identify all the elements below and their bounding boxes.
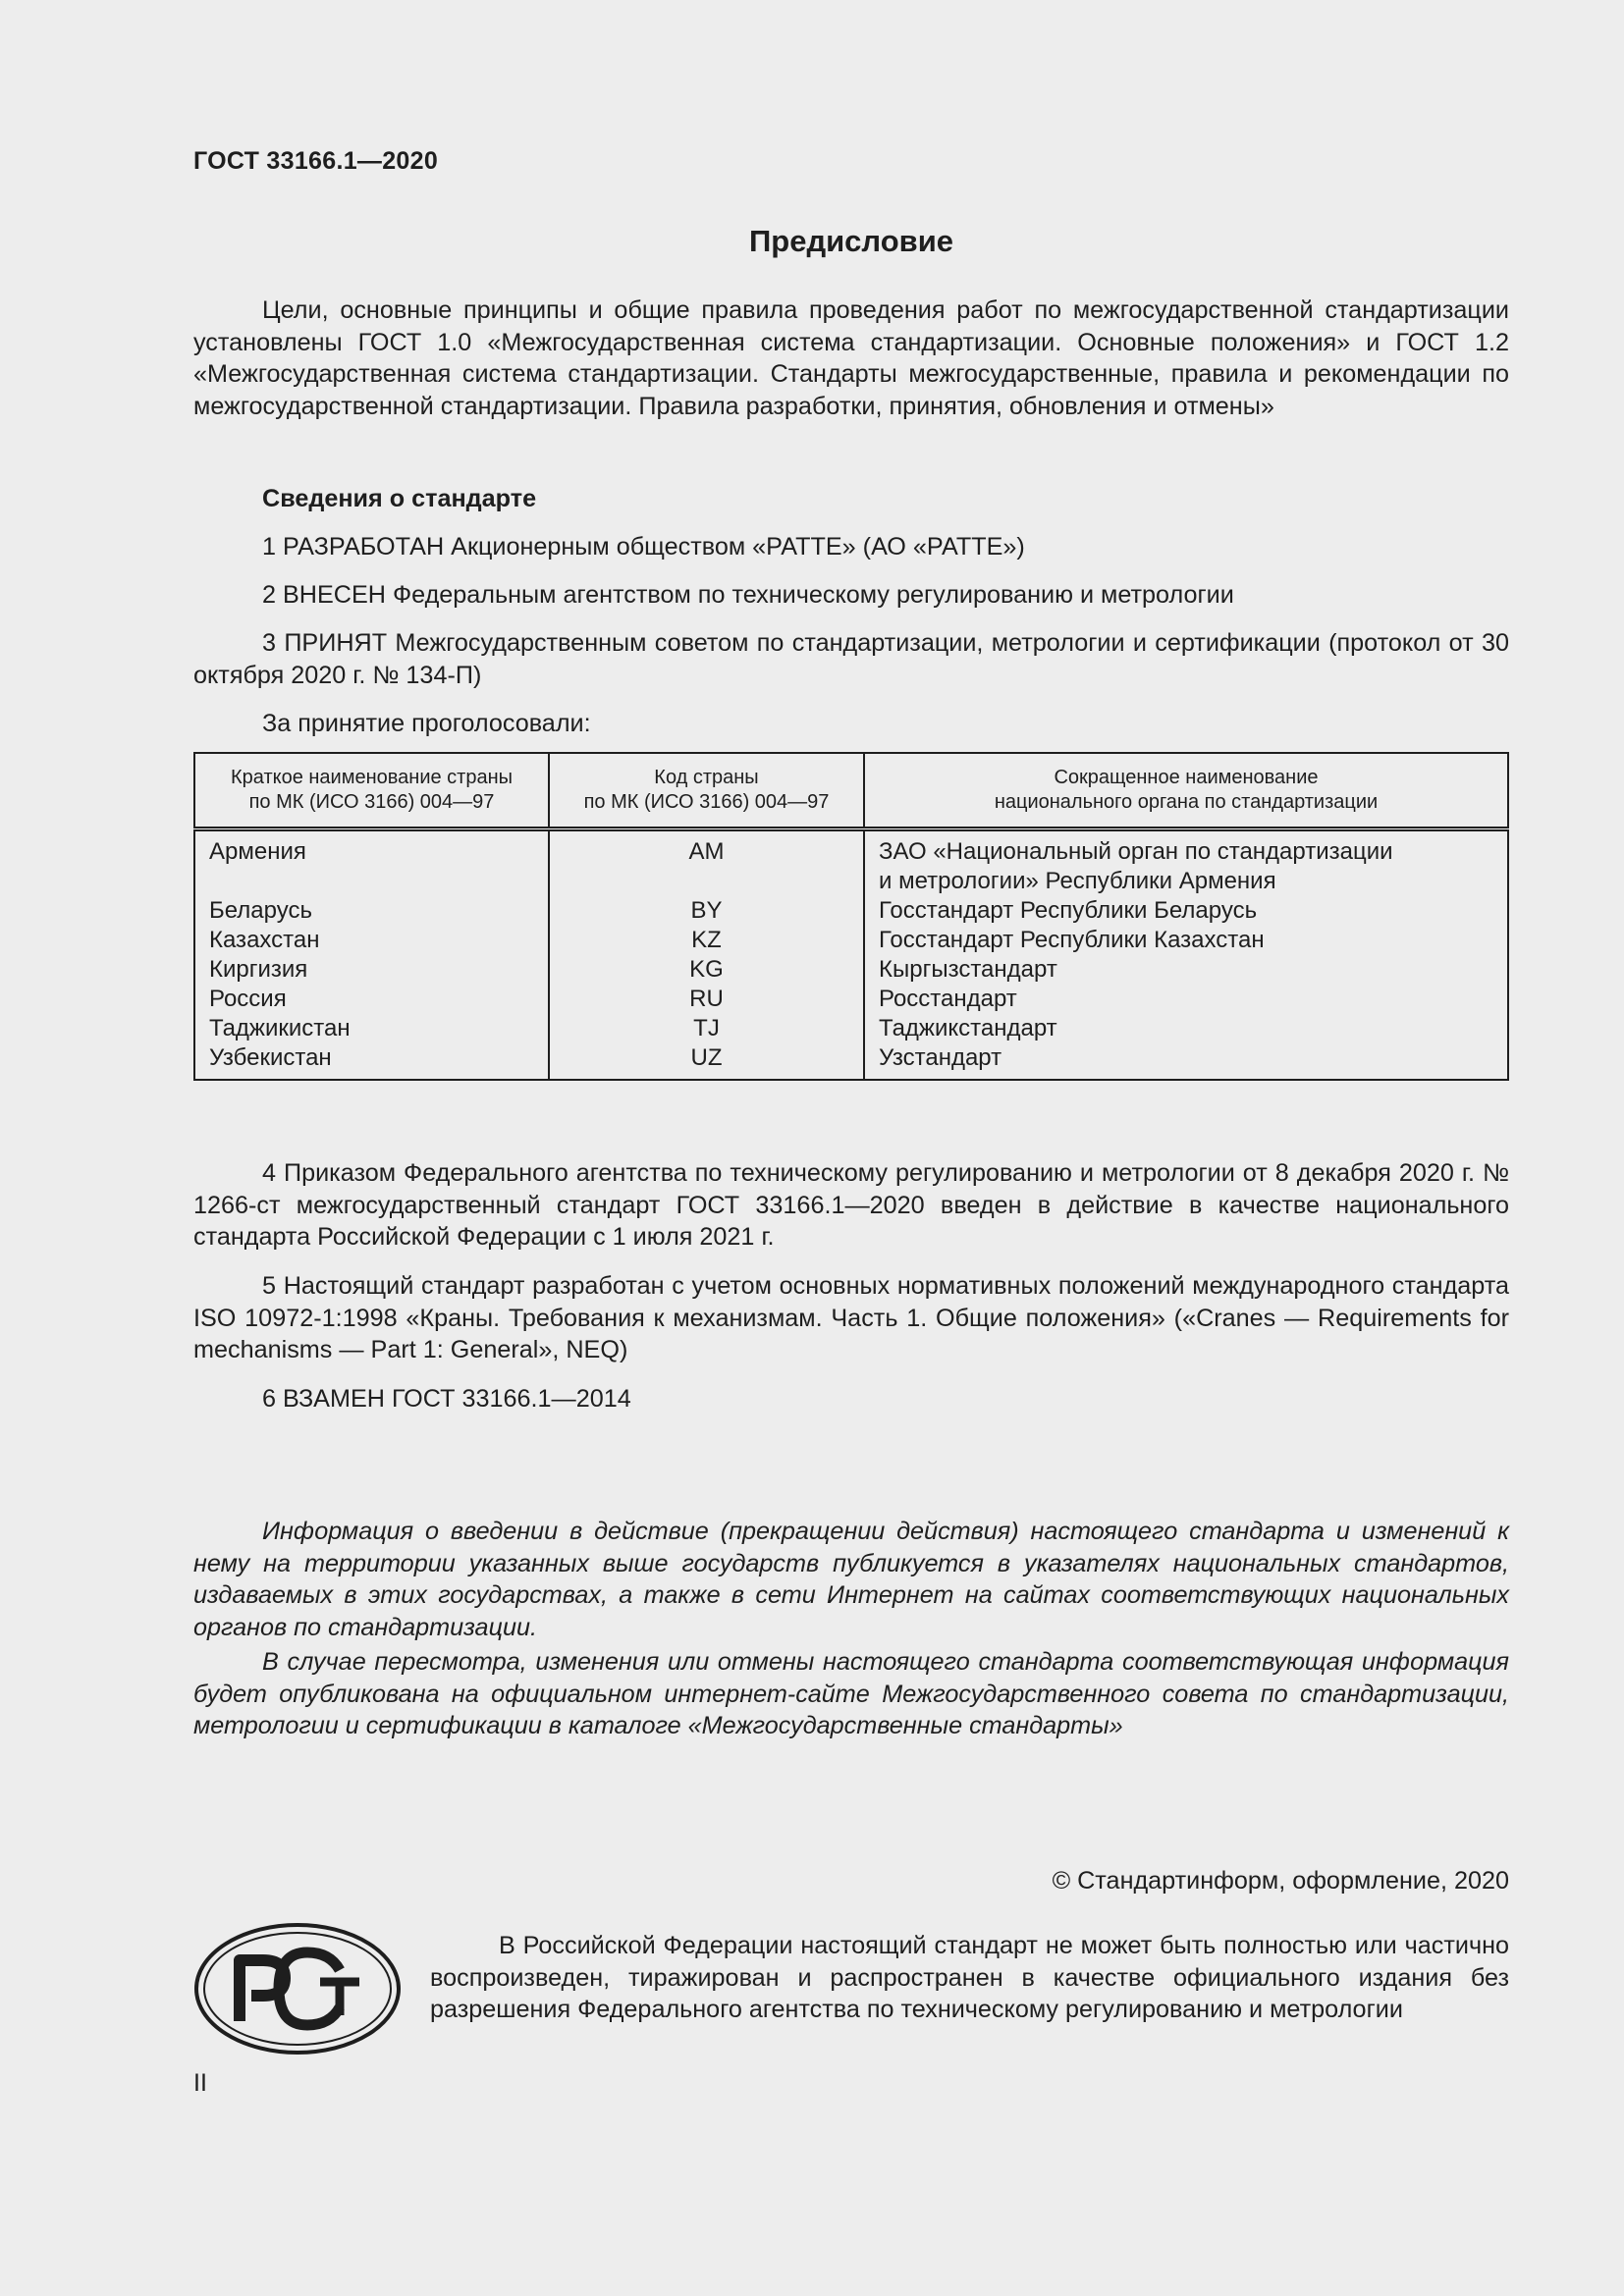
table-row: [194, 1043, 1508, 1080]
header-code: Код страны по МК (ИСО 3166) 004—97: [549, 753, 864, 829]
cell-body: Госстандарт Республики Казахстан: [864, 926, 1508, 955]
cell-code: RU: [549, 985, 864, 1014]
info-heading: Сведения о стандарте: [262, 485, 537, 512]
item-2: 2 ВНЕСЕН Федеральным агентством по техническому регулированию и метрологии: [262, 581, 1234, 609]
header-body: Сокращенное наименование национального органа по стандартизации: [864, 753, 1508, 829]
cell-country: Беларусь: [194, 896, 549, 926]
item-4: 4 Приказом Федерального агентства по техническому регулированию и метрологии от 8 декабря 2020 г. № 1266-ст межгосударственный стандарт ГОСТ 33166.1—2020 введен в действие в качестве национального стандарта Российской Федерации с 1 июля 2021 г.: [193, 1159, 1509, 1251]
info-italic-1: Информация о введении в действие (прекращении действия) настоящего стандарта и изменений к нему на территории указанных выше государств публикуется в указателях национальных стандартов, издаваемых в этих государствах, а также в сети Интернет на сайтах соответствующих национальных органов по стандартизации.: [193, 1518, 1509, 1641]
page-number: II: [193, 2069, 207, 2097]
cell-code: TJ: [549, 1014, 864, 1043]
cell-body: ЗАО «Национальный орган по стандартизации и метрологии» Республики Армения: [864, 829, 1508, 897]
cell-body: Кыргызстандарт: [864, 955, 1508, 985]
cell-body: Росстандарт: [864, 985, 1508, 1014]
cell-country: Таджикистан: [194, 1014, 549, 1043]
table-row: [194, 829, 1508, 897]
intro-paragraph: Цели, основные принципы и общие правила проведения работ по межгосударственной стандартизации установлены ГОСТ 1.0 «Межгосударственная система стандартизации. Основные положения» и ГОСТ 1.2 «Межгосударственная система стандартизации. Стандарты межгосударственные, правила и рекомендации по межгосударственной стандартизации. Правила разработки, принятия, обновления и отмены»: [193, 296, 1509, 420]
countries-table: [193, 752, 1509, 1081]
header-country: Краткое наименование страны по МК (ИСО 3166) 004—97: [194, 753, 549, 829]
cell-code: KG: [549, 955, 864, 985]
table-row: [194, 926, 1508, 955]
page-title: Предисловие: [748, 224, 953, 258]
item-1: 1 РАЗРАБОТАН Акционерным обществом «РАТТЕ» (АО «РАТТЕ»): [262, 533, 1025, 561]
table-row: [194, 1014, 1508, 1043]
cell-country: Киргизия: [194, 955, 549, 985]
table-row: [194, 955, 1508, 985]
table-row: [194, 896, 1508, 926]
item-3: 3 ПРИНЯТ Межгосударственным советом по стандартизации, метрологии и сертификации (протокол от 30 октября 2020 г. № 134-П): [193, 629, 1509, 689]
copyright-line: © Стандартинформ, оформление, 2020: [1052, 1867, 1509, 1895]
cell-body: Узстандарт: [864, 1043, 1508, 1080]
item-5: 5 Настоящий стандарт разработан с учетом основных нормативных положений международного стандарта ISO 10972-1:1998 «Краны. Требования к механизмам. Часть 1. Общие положения» («Cranes — Requirements for mechanisms — Part 1: General», NEQ): [193, 1272, 1509, 1363]
cell-country: Узбекистан: [194, 1043, 549, 1080]
cell-country: Россия: [194, 985, 549, 1014]
table-header-row: [194, 753, 1508, 829]
reproduction-notice: В Российской Федерации настоящий стандарт не может быть полностью или частично воспроизведен, тиражирован и распространен в качестве официального издания без разрешения Федерального агентства по техническому регулированию и метрологии: [430, 1932, 1509, 2023]
cell-code: KZ: [549, 926, 864, 955]
cell-code: BY: [549, 896, 864, 926]
document-code: ГОСТ 33166.1—2020: [193, 147, 439, 175]
info-italic-2: В случае пересмотра, изменения или отмены настоящего стандарта соответствующая информация будет опубликована на официальном интернет-сайте Межгосударственного совета по стандартизации, метрологии и сертификации в каталоге «Межгосударственные стандарты»: [193, 1648, 1509, 1739]
cell-country: Армения: [194, 829, 549, 897]
table-row: [194, 985, 1508, 1014]
voted-label: За принятие проголосовали:: [262, 710, 591, 737]
cell-code: UZ: [549, 1043, 864, 1080]
cell-body: Таджикстандарт: [864, 1014, 1508, 1043]
cell-code: AM: [549, 829, 864, 897]
rst-logo-icon: [192, 1921, 403, 2056]
item-6: 6 ВЗАМЕН ГОСТ 33166.1—2014: [262, 1385, 631, 1413]
cell-body: Госстандарт Республики Беларусь: [864, 896, 1508, 926]
cell-country: Казахстан: [194, 926, 549, 955]
